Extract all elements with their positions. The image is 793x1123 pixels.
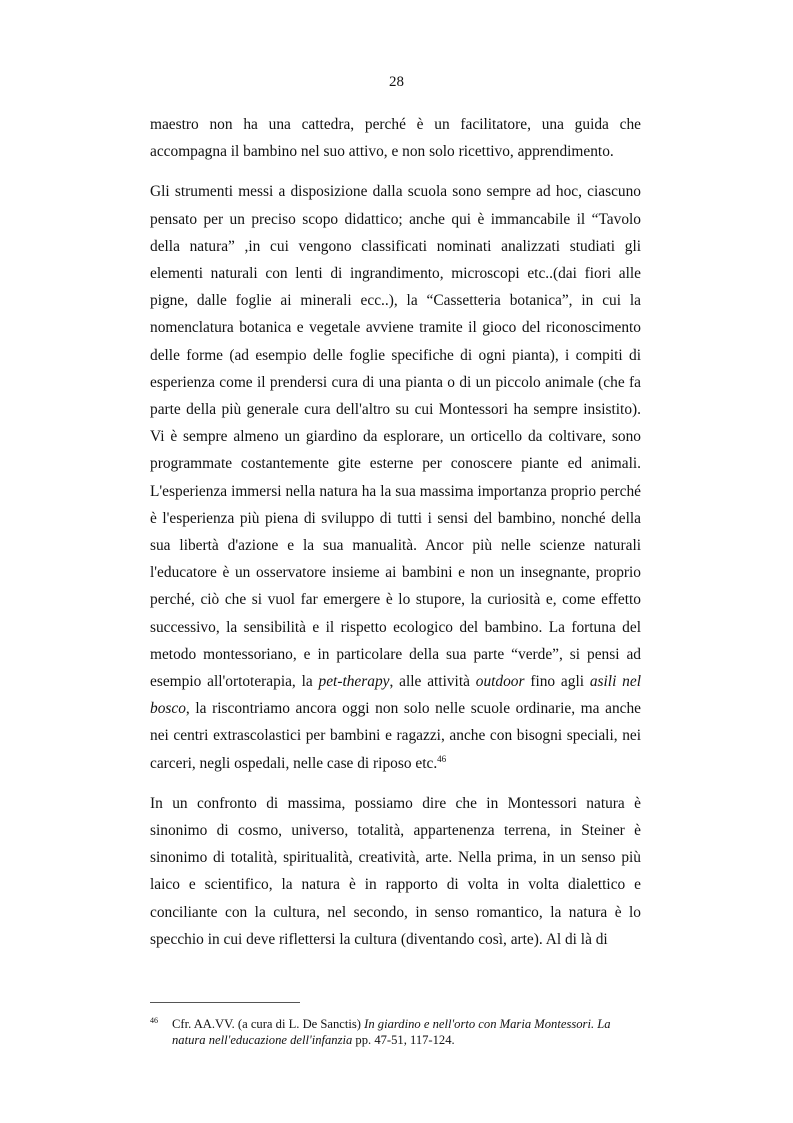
body-text [150,111,641,953]
italic-term-asili-nel-bosco: asili nel bosco [150,673,641,718]
footnote-citation: Cfr. AA.VV. (a cura di L. De Sanctis) [172,1017,365,1031]
paragraph-text: , alle attività [389,673,476,691]
footnote-book-title: In giardino e nell'orto con Maria Montessori. La natura nell'educazione dell'infanzia [172,1017,611,1047]
footnote-separator [150,1002,300,1003]
paragraph-text: fino agli [524,673,590,691]
footnote-number: 46 [150,1016,158,1025]
footnote-reference[interactable]: 46 [437,753,447,764]
footnote-text [172,1016,641,1048]
footnote-pages: pp. 47-51, 117-124. [352,1033,455,1047]
paragraph-3 [150,790,641,953]
italic-term-pet-therapy: pet-therapy [318,673,390,691]
paragraph-text: In un confronto di massima, possiamo dire che in Montessori natura è sinonimo di cosmo, universo, totalità, appartenenza terrena, in Steiner è sinonimo di totalità, spiritualità, creatività, arte. Nella prima, in un senso più laico e scientifico, la natura è in rapporto di volta in volta dialettico e conciliante con la cultura, nel secondo, in senso romantico, la natura è lo specchio in cui deve riflettersi la cultura (diventando così, arte). Al di là di [150,794,641,948]
footnote [150,1016,641,1048]
paragraph-text: maestro non ha una cattedra, perché è un facilitatore, una guida che accompagna il bambino nel suo attivo, e non solo ricettivo, apprendimento. [150,116,641,161]
italic-term-outdoor: outdoor [475,673,525,691]
paragraph-text: Gli strumenti messi a disposizione dalla scuola sono sempre ad hoc, ciascuno pensato per un preciso scopo didattico; anche qui è immancabile il “Tavolo della natura” ,in cui vengono classificati nominati analizzati studiati gli elementi naturali con lenti di ingrandimento, microscopi etc..(dai fiori alle pigne, dalle foglie ai minerali ecc..), la “Cassetteria botanica”, in cui la nomenclatura botanica e vegetale avviene tramite il gioco del riconoscimento delle forme (ad esempio delle foglie specifiche di ogni pianta), i compiti di esperienza come il prendersi cura di una pianta o di un piccolo animale (che fa parte della più generale cura dell'altro su cui Montessori ha sempre insistito). Vi è sempre almeno un giardino da esplorare, un orticello da coltivare, sono programmate costantemente gite esterne per conoscere piante ed animali. L'esperienza immersi nella natura ha la sua massima importanza proprio perché è l'esperienza più piena di sviluppo di tutti i sensi del bambino, nonché della sua libertà d'azione e la sua manualità. Ancor più nelle scienze naturali l'educatore è un osservatore insieme ai bambini e non un insegnante, proprio perché, ciò che si vuol far emergere è lo stupore, la curiosità e, come effetto successivo, la sensibilità e il rispetto ecologico del bambino. La fortuna del metodo montessoriano, e in particolare della sua parte “verde”, si pensi ad esempio all'ortoterapia, la [150,183,641,691]
page-number: 28 [389,74,404,90]
paragraph-1 [150,111,641,165]
paragraph-2 [150,178,641,776]
paragraph-text: , la riscontriamo ancora oggi non solo nelle scuole ordinarie, ma anche nei centri extrascolastici per bambini e ragazzi, anche con bisogni speciali, nei carceri, negli ospedali, nelle case di riposo etc. [150,700,641,772]
